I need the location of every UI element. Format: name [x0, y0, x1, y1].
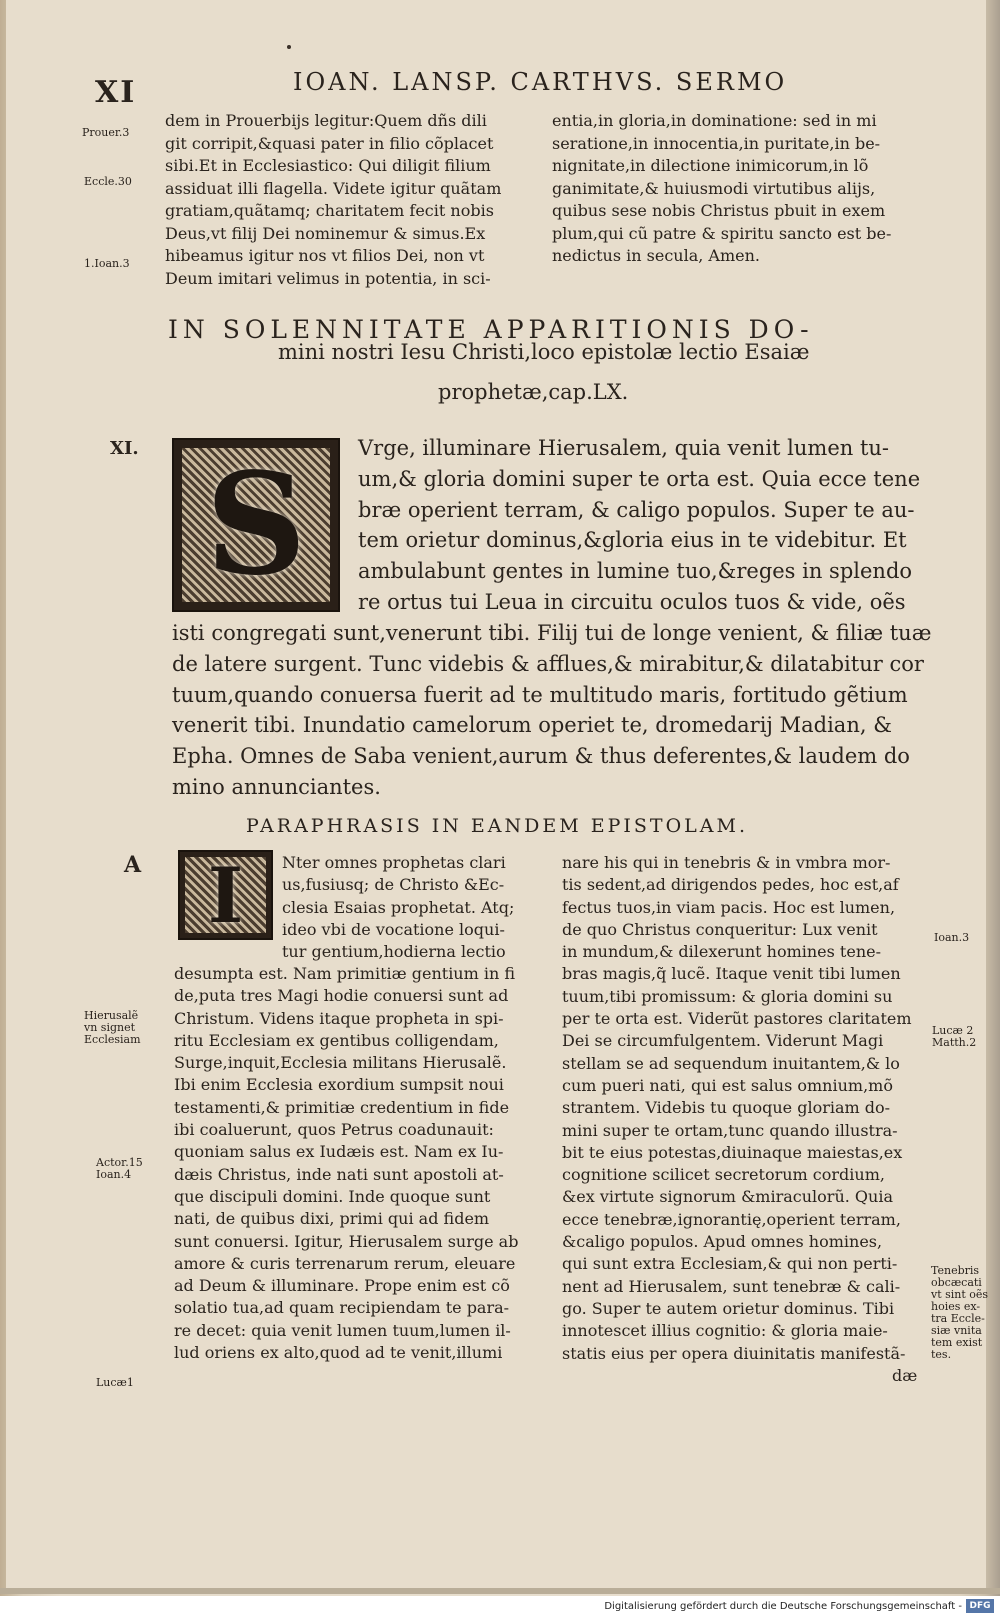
- text-line: qui sunt extra Ecclesiam,& qui non perti-: [562, 1254, 898, 1274]
- text-line: go. Super te autem orietur dominus. Tibi: [562, 1298, 895, 1318]
- text-line: ibi coaluerunt, quos Petrus coadunauit:: [174, 1120, 494, 1140]
- margin-line: Hierusalẽ: [84, 1009, 139, 1022]
- margin-note: Eccle.30: [84, 175, 132, 188]
- text-line: nedictus in secula, Amen.: [552, 246, 760, 265]
- paragraph-letter: A: [124, 852, 142, 878]
- funding-credit: Digitalisierung gefördert durch die Deutsche Forschungsgemeinschaft -: [604, 1601, 962, 1612]
- text-line: Surge,inquit,Ecclesia militans Hierusalẽ.: [174, 1053, 507, 1073]
- section-heading-line: prophetæ,cap.LX.: [438, 380, 629, 404]
- paraphrase-right-column: [562, 852, 917, 1387]
- text-line: Ibi enim Ecclesia exordium sumpsit noui: [174, 1075, 504, 1095]
- text-line: sunt conuersi. Igitur, Hierusalem surge ab: [174, 1231, 519, 1251]
- text-line: in mundum,& dilexerunt homines tene-: [562, 942, 882, 962]
- top-right-column: [552, 110, 891, 268]
- text-line: nignitate,in dilectione inimicorum,in lõ: [552, 156, 869, 175]
- text-line: strantem. Videbis tu quoque gloriam do-: [562, 1098, 891, 1118]
- paraphrase-left-intro: [282, 852, 514, 963]
- margin-note-ioan: Ioan.3: [934, 931, 970, 944]
- text-line: stellam se ad sequendum inuitantem,& lo: [562, 1053, 900, 1073]
- margin-line: siæ vnita: [931, 1324, 982, 1337]
- text-line: per te orta est. Viderũt pastores claritatem: [562, 1009, 912, 1029]
- text-line: seratione,in innocentia,in puritate,in be-: [552, 133, 881, 153]
- section-heading: IN SOLENNITATE APPARITIONIS DO-: [168, 315, 814, 344]
- margin-line: vn signet: [84, 1021, 136, 1034]
- text-line: bras magis,q̃ lucẽ. Itaque venit tibi lumen: [562, 964, 901, 984]
- page-edge: [0, 1588, 1000, 1594]
- text-line: testamenti,& primitiæ credentium in fide: [174, 1097, 510, 1117]
- section-number: XI.: [110, 438, 139, 459]
- text-line: nare his qui in tenebris & in vmbra mor-: [562, 853, 891, 872]
- text-line: quibus sese nobis Christus pbuit in exem: [552, 201, 886, 220]
- text-line: lud oriens ex alto,quod ad te venit,illumi: [174, 1343, 503, 1363]
- margin-line: Matth.2: [932, 1036, 977, 1049]
- text-line: quoniam salus ex Iudæis est. Nam ex Iu-: [174, 1142, 504, 1162]
- text-line: ritu Ecclesiam ex gentibus colligendam,: [174, 1030, 499, 1050]
- margin-note-actor: [96, 1157, 143, 1181]
- margin-line: Actor.15: [96, 1156, 143, 1169]
- margin-line: vt sint oẽs: [931, 1288, 989, 1301]
- text-line: hibeamus igitur nos vt filios Dei, non vt: [165, 246, 485, 265]
- text-line: re ortus tui Leua in circuitu oculos tuos & vide, oẽs: [358, 589, 906, 614]
- text-line: Christum. Videns itaque propheta in spi-: [174, 1008, 504, 1028]
- text-line: Vrge, illuminare Hierusalem, quia venit lumen tu-: [358, 436, 890, 460]
- running-title: IOAN. LANSP. CARTHVS. SERMO: [293, 68, 788, 96]
- text-line: cum pueri nati, qui est salus omnium,mõ: [562, 1075, 893, 1095]
- text-line: bit te eius potestas,diuinaque maiestas,ex: [562, 1142, 903, 1162]
- text-line: ad Deum & illuminare. Prope enim est cõ: [174, 1276, 510, 1296]
- text-line: entia,in gloria,in dominatione: sed in mi: [552, 111, 877, 130]
- decorated-initial-small: [178, 850, 273, 940]
- text-line: tis sedent,ad dirigendos pedes, hoc est,af: [562, 875, 899, 895]
- text-line: clesia Esaias prophetat. Atq;: [282, 897, 515, 917]
- text-line: de latere surgent. Tunc videbis & afflues,& mirabitur,& dilatabitur cor: [172, 651, 924, 676]
- margin-line: tem exist: [931, 1336, 983, 1349]
- margin-note: Prouer.3: [82, 126, 130, 139]
- text-line: mini super te ortam,tunc quando illustra-: [562, 1120, 898, 1140]
- ink-dot: [287, 45, 291, 49]
- margin-line: Ecclesiam: [84, 1033, 141, 1046]
- text-line: ambulabunt gentes in lumine tuo,&reges in splendo: [358, 559, 913, 584]
- text-line: desumpta est. Nam primitiæ gentium in fi: [174, 964, 516, 983]
- text-line: Epha. Omnes de Saba venient,aurum & thus deferentes,& laudem do: [172, 744, 910, 769]
- margin-line: hoies ex-: [931, 1300, 981, 1313]
- text-line: amore & curis terrenarum rerum, eleuare: [174, 1253, 516, 1273]
- text-line: dæ: [892, 1365, 918, 1385]
- margin-line: obcæcati: [931, 1276, 982, 1289]
- text-line: tem orietur dominus,&gloria eius in te videbitur. Et: [358, 528, 907, 553]
- text-line: ganimitate,& huiusmodi virtutibus alijs,: [552, 178, 876, 198]
- text-line: nent ad Hierusalem, sunt tenebræ & cali-: [562, 1276, 901, 1296]
- text-line: Deum imitari velimus in potentia, in sci-: [165, 268, 491, 288]
- text-line: Deus,vt filij Dei nominemur & simus.Ex: [165, 223, 486, 243]
- decorated-initial: [172, 438, 340, 612]
- margin-note-hierusalem: [84, 1010, 141, 1046]
- text-line: isti congregati sunt,venerunt tibi. Filij tui de longe venient, & filiæ tuæ: [172, 621, 932, 645]
- text-line: cognitione scilicet secretorum cordium,: [562, 1165, 885, 1185]
- section-heading-line: mini nostri Iesu Christi,loco epistolæ lectio Esaiæ: [278, 340, 810, 364]
- text-line: git corripit,&quasi pater in filio cõplacet: [165, 133, 494, 153]
- text-line: ecce tenebræ,ignorantię,operient terram,: [562, 1209, 901, 1229]
- margin-line: Tenebris: [931, 1264, 980, 1277]
- initial-letter: S: [205, 443, 307, 607]
- text-line: de,puta tres Magi hodie conuersi sunt ad: [174, 986, 509, 1006]
- text-line: tuum,tibi promissum: & gloria domini su: [562, 986, 893, 1006]
- text-line: us,fusiusq; de Christo &Ec-: [282, 875, 505, 895]
- text-line: de quo Christus conqueritur: Lux venit: [562, 919, 878, 939]
- text-line: um,& gloria domini super te orta est. Quia ecce tene: [358, 466, 921, 491]
- text-line: sibi.Et in Ecclesiastico: Qui diligit filium: [165, 156, 491, 175]
- margin-line: Lucæ 2: [932, 1024, 974, 1037]
- page-number: XI: [95, 75, 137, 110]
- text-line: nati, de quibus dixi, primi qui ad fidem: [174, 1209, 490, 1229]
- paraphrase-left-column: [174, 963, 518, 1364]
- margin-note-luce: Lucæ1: [96, 1376, 134, 1389]
- text-line: Nter omnes prophetas clari: [282, 853, 506, 872]
- text-line: venerit tibi. Inundatio camelorum operiet te, dromedarij Madian, &: [172, 713, 892, 738]
- paraphrase-heading: PARAPHRASIS IN EANDEM EPISTOLAM.: [246, 815, 748, 837]
- epistle-text: [358, 433, 920, 618]
- text-line: gratiam,quãtamq; charitatem fecit nobis: [165, 201, 494, 220]
- margin-note-tenebris: [931, 1265, 988, 1361]
- text-line: dæis Christus, inde nati sunt apostoli at-: [174, 1164, 504, 1184]
- text-line: plum,qui cũ patre & spiritu sancto est be-: [552, 223, 892, 243]
- text-line: mino annunciantes.: [172, 774, 381, 799]
- text-line: innotescet illius cognitio: & gloria maie-: [562, 1321, 888, 1341]
- text-line: fectus tuos,in viam pacis. Hoc est lumen,: [562, 897, 896, 917]
- margin-note-luce-matth: [932, 1025, 976, 1049]
- text-line: Dei se circumfulgentem. Viderunt Magi: [562, 1031, 884, 1051]
- text-line: assiduat illi flagella. Videte igitur quãtam: [165, 178, 502, 198]
- epistle-text-continued: [172, 618, 931, 803]
- top-left-column: [165, 110, 501, 290]
- initial-letter: I: [207, 850, 244, 940]
- margin-line: tra Eccle-: [931, 1312, 985, 1325]
- text-line: bræ operient terram, & caligo populos. Super te au-: [358, 497, 915, 522]
- text-line: solatio tua,ad quam recipiendam te para-: [174, 1298, 510, 1318]
- dfg-logo: DFG: [966, 1599, 994, 1613]
- text-line: que discipuli domini. Inde quoque sunt: [174, 1186, 491, 1206]
- margin-line: tes.: [931, 1348, 952, 1361]
- text-line: statis eius per opera diuinitatis manifestã-: [562, 1343, 906, 1363]
- margin-line: Ioan.4: [96, 1168, 132, 1181]
- margin-note: 1.Ioan.3: [84, 257, 130, 270]
- text-line: tuum,quando conuersa fuerit ad te multitudo maris, fortitudo gẽtium: [172, 682, 908, 707]
- text-line: re decet: quia venit lumen tuum,lumen il-: [174, 1320, 511, 1340]
- text-line: &caligo populos. Apud omnes homines,: [562, 1232, 883, 1252]
- text-line: tur gentium,hodierna lectio: [282, 942, 506, 962]
- text-line: &ex virtute signorum &miraculorũ. Quia: [562, 1187, 893, 1207]
- text-line: ideo vbi de vocatione loqui-: [282, 919, 505, 939]
- text-line: dem in Prouerbijs legitur:Quem dñs dili: [165, 111, 487, 130]
